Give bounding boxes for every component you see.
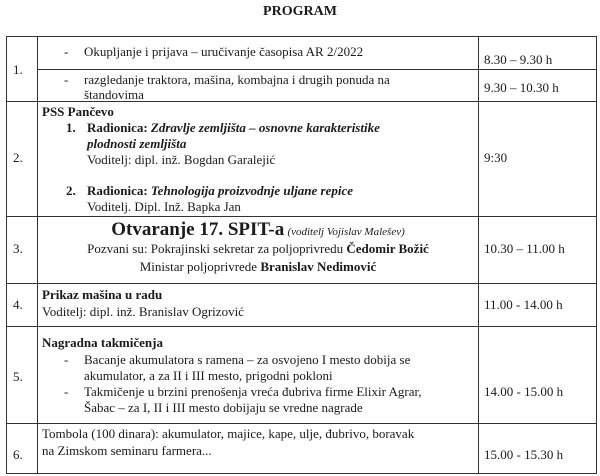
workshop-topic: plodnosti zemljišta	[87, 136, 187, 151]
row-number: 3.	[13, 241, 23, 256]
row-number: 5.	[13, 369, 23, 384]
row-number: 6.	[13, 447, 23, 462]
time: 8.30 – 9.30 h	[484, 52, 553, 67]
time: 15.00 - 15.30 h	[484, 447, 564, 462]
row-heading: Prikaz mašina u radu	[42, 287, 163, 302]
bullet: -	[64, 44, 69, 59]
invitee-name: Branislav Nedimović	[260, 259, 377, 274]
item-text: Tombola (100 dinara): akumulator, majice, kape, ulje, đubrivo, boravak	[42, 426, 415, 441]
workshop-leader: Voditelj: dipl. inž. Bogdan Garalejić	[87, 152, 276, 167]
table-border	[6, 473, 597, 474]
time: 10.30 – 11.00 h	[484, 241, 565, 256]
opening-note: (voditelj Vojislav Malešev)	[287, 226, 405, 238]
invite-text: Ministar poljoprivrede	[139, 259, 258, 274]
item-text: Takmičenje u brzini prenošenja vreća đubriva firme Elixir Agrar,	[84, 384, 422, 399]
row-number: 2.	[13, 150, 23, 165]
list-number: 1.	[66, 120, 76, 135]
workshop-label: Radionica:	[87, 183, 148, 198]
row-divider	[6, 216, 597, 217]
invitee-name: Čedomir Božić	[346, 241, 429, 256]
row-divider	[6, 423, 597, 424]
row-heading: PSS Pančevo	[42, 104, 114, 119]
bullet: -	[64, 352, 69, 367]
workshop-topic: Tehnologija proizvodnje uljane repice	[150, 183, 354, 198]
table-border	[6, 36, 7, 474]
invite-text: Pozvani su: Pokrajinski sekretar za poljoprivredu	[87, 241, 344, 256]
time: 9:30	[484, 150, 508, 165]
workshop-label: Radionica:	[87, 120, 148, 135]
item-text: štandovima	[84, 87, 144, 102]
column-divider	[478, 36, 479, 474]
opening-heading: Otvaranje 17. SPIT-a	[111, 219, 285, 240]
time: 11.00 - 14.00 h	[484, 297, 563, 312]
bullet: -	[64, 72, 69, 87]
item-text: Okupljanje i prijava – uručivanje časopisa AR 2/2022	[84, 44, 364, 59]
item-text: razgledanje traktora, mašina, kombajna i drugih ponuda na	[84, 72, 390, 87]
page-title: PROGRAM	[263, 4, 337, 19]
item-text: na Zimskom seminaru farmera...	[42, 443, 212, 458]
item-text: Šabac – za I, II i III mesto dobijaju se vredne nagrade	[84, 400, 363, 415]
workshop-leader: Voditelj. Dipl. Inž. Bapka Jan	[87, 199, 241, 214]
item-text: Bacanje akumulatora s ramena – za osvojeno I mesto dobija se	[84, 352, 411, 367]
row-number: 4.	[13, 297, 23, 312]
workshop-topic: Zdravlje zemljišta – osnovne karakteristike	[150, 120, 380, 135]
table-border	[596, 36, 597, 474]
time: 9.30 – 10.30 h	[484, 80, 559, 95]
row-heading: Nagradna takmičenja	[42, 335, 163, 350]
table-border	[6, 36, 597, 37]
list-number: 2.	[66, 183, 76, 198]
row-divider	[6, 326, 597, 327]
item-text: akumulator, a za II i III mesto, prigodni pokloni	[84, 368, 333, 383]
row-divider	[6, 283, 597, 284]
time: 14.00 - 15.00 h	[484, 384, 564, 399]
bullet: -	[64, 384, 69, 399]
row-divider	[37, 69, 597, 70]
row-leader: Voditelj: dipl. inž. Branislav Ogrizović	[42, 304, 244, 319]
row-number: 1.	[13, 62, 23, 77]
